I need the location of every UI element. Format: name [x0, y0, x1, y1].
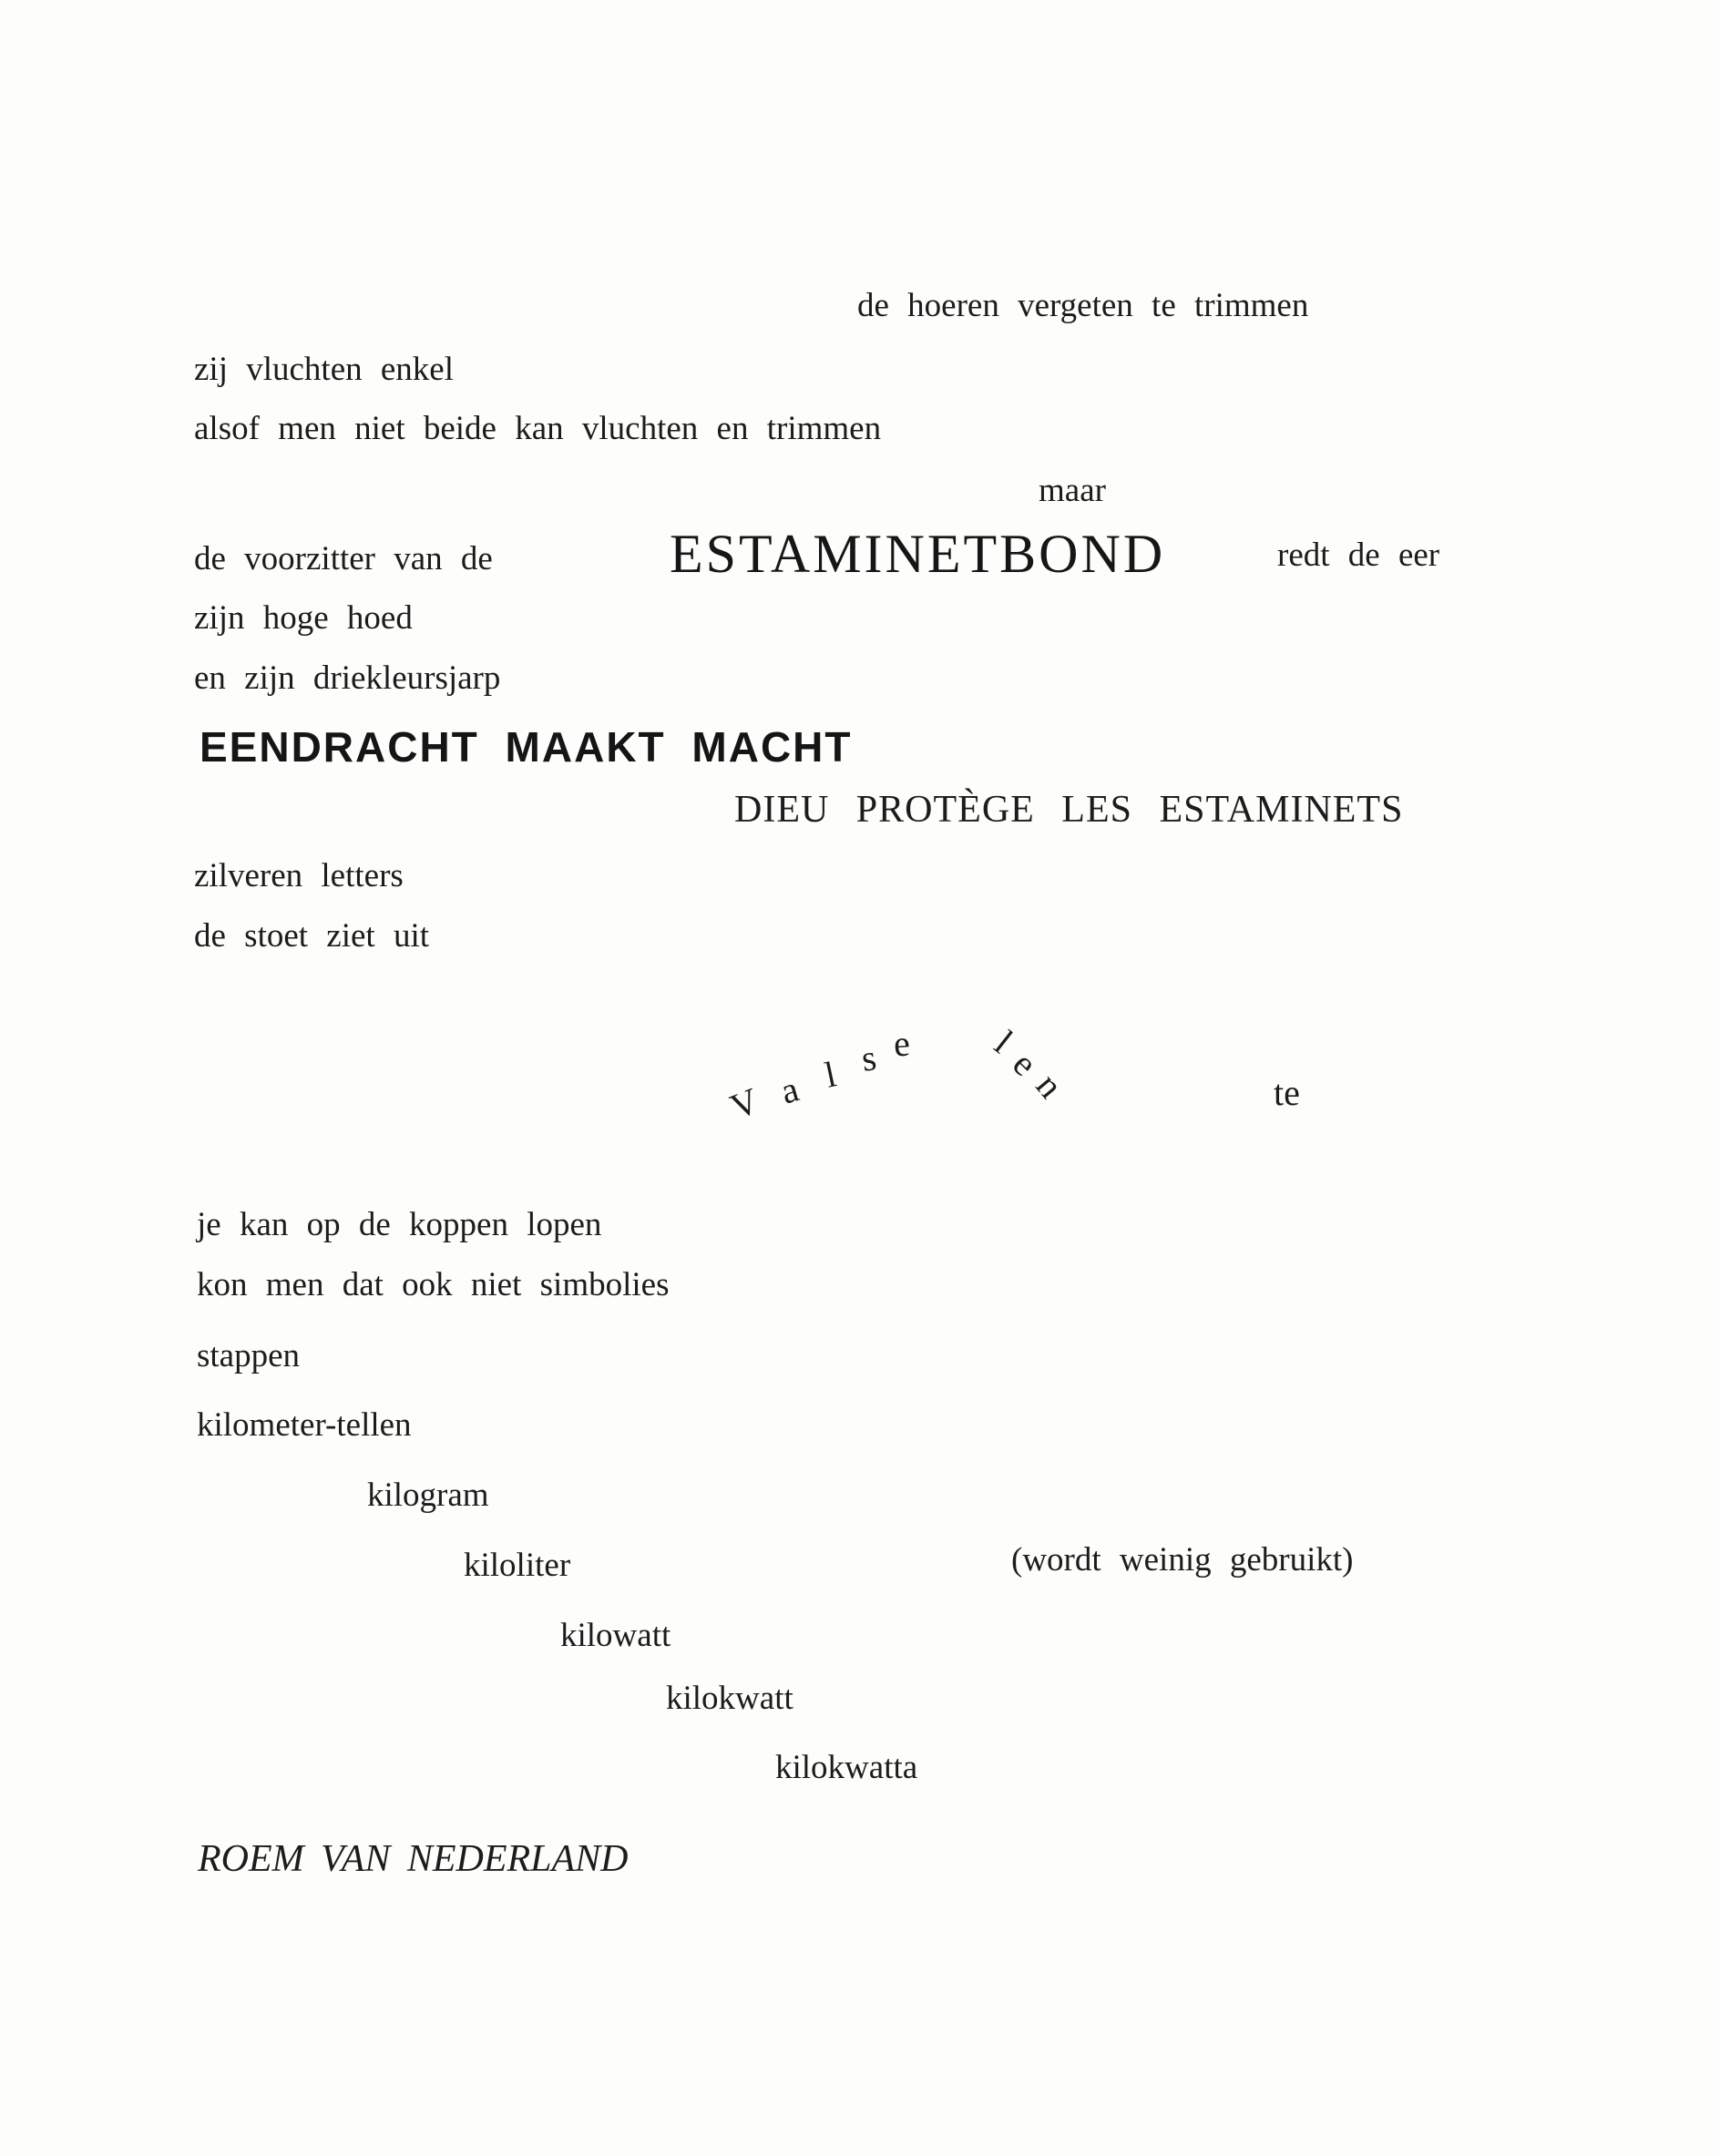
poem-line: en zijn driekleursjarp — [194, 659, 501, 697]
poem-note: (wordt weinig gebruikt) — [1011, 1541, 1354, 1579]
poem-line: kilokwatta — [775, 1749, 918, 1786]
poem-line: redt de eer — [1277, 536, 1440, 574]
poem-line: zilveren letters — [194, 857, 404, 894]
poem-line: kilokwatt — [666, 1680, 793, 1717]
motto-eendracht: EENDRACHT MAAKT MACHT — [200, 723, 853, 771]
estaminetbond-heading: ESTAMINETBOND — [670, 524, 1166, 584]
poem-line: zijn hoge hoed — [194, 599, 413, 637]
poem-line: maar — [1039, 472, 1106, 509]
arc-letter: l — [987, 1022, 1021, 1061]
poem-line: kilowatt — [560, 1617, 671, 1654]
poem-line: kilometer-tellen — [197, 1406, 412, 1444]
motto-dieu: DIEU PROTÈGE LES ESTAMINETS — [734, 789, 1404, 831]
arc-letter: a — [776, 1068, 804, 1112]
poem-line: de voorzitter van de — [194, 540, 493, 577]
arc-letter: n — [1028, 1065, 1072, 1106]
poem-line: de hoeren vergeten te trimmen — [857, 287, 1309, 324]
arc-letter: s — [858, 1037, 879, 1079]
poem-line: stappen — [197, 1337, 301, 1374]
poem-line: alsof men niet beide kan vluchten en trimmen — [194, 410, 882, 447]
arc-letter: e — [892, 1022, 912, 1065]
poem-line: kon men dat ook niet simbolies — [197, 1266, 670, 1303]
poem-line: zij vluchten enkel — [194, 351, 455, 388]
poem-line: de stoet ziet uit — [194, 917, 430, 955]
poem-line: kilogram — [367, 1477, 489, 1514]
poem-line: te — [1274, 1072, 1300, 1113]
closing-line: ROEM VAN NEDERLAND — [198, 1838, 629, 1880]
arc-letter: V — [724, 1079, 765, 1128]
poem-line: kiloliter — [464, 1547, 571, 1584]
arc-letter: l — [821, 1053, 840, 1096]
poem-line: je kan op de koppen lopen — [197, 1206, 602, 1243]
arc-letter: e — [1005, 1043, 1046, 1084]
